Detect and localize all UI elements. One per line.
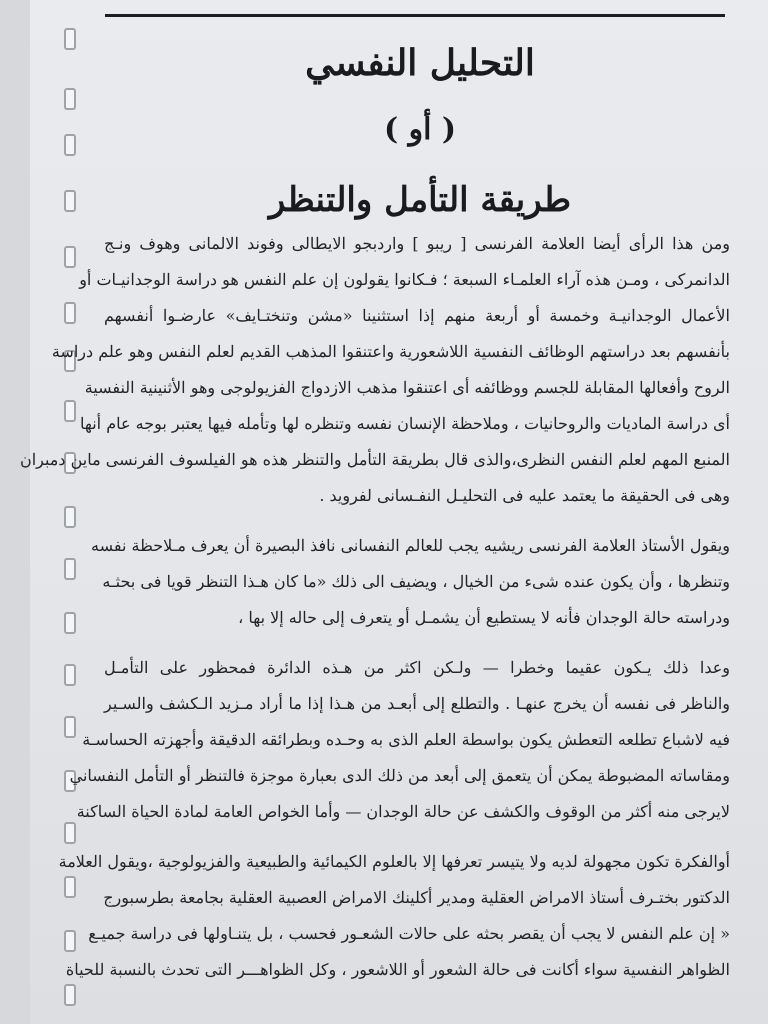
paragraph-4 xyxy=(58,844,730,988)
binding-hole xyxy=(64,716,76,738)
body-text xyxy=(19,226,731,988)
text-line: الروح وأفعالها المقابلة للجسم ووظائفه أى اعتنقوا مذهب الازدواج الفزيولوجى وهو الأثنينية النفسية xyxy=(84,378,730,397)
text-line: الدانمركى ، ومـن هذه آراء العلمـاء السبعة ؛ فـكانوا يقولون إن علم النفس هو دراسة الوجدانيـات أو xyxy=(79,270,730,289)
text-line: لايرجى منه أكثر من الوقوف والكشف عن حالة الوجدان — وأما الخواص العامة لمادة الحياة الساكنة xyxy=(76,802,730,821)
text-line: أوالفكرة تكون مجهولة لديه ولا يتيسر تعرفها إلا بالعلوم الكيمائية والطبيعية والفزيولوجية ،ويقول العلامة xyxy=(58,852,730,871)
text-line: الأعمال الوجدانيـة وخمسة أو أربعة منهم إذا استثنينا «مشن وتنختـايف» عارضـوا أنفسهم xyxy=(104,306,731,325)
binding-hole xyxy=(64,190,76,212)
binding-hole xyxy=(64,612,76,634)
text-line: الظواهر النفسية سواء أكانت فى حالة الشعور أو اللاشعور ، وكل الظواهـــر التى تحدث بالنسبة للحياة xyxy=(65,960,730,979)
text-line: ودراسته حالة الوجدان فأنه لا يستطيع أن يشمـل أو يتعرف إلى حاله إلا بها ، xyxy=(238,608,730,627)
text-line: ويقول الأستاذ العلامة الفرنسى ريشيه يجب للعالم النفسانى نافذ البصيرة أن يعرف مـلاحظة نفسه xyxy=(91,536,730,555)
text-line: فيه لاشباع تطلعه التعطش يكون بواسطة العلم الذى به وحـده وبطرائقه الدقيقة وأجهزته الحساسـة xyxy=(82,730,730,749)
text-line: بأنفسهم بعد دراستهم الوظائف النفسية اللاشعورية واعتنقوا المذهب القديم لعلم النفس وهو علم دراسة xyxy=(51,342,730,361)
text-line: والناظر فى نفسه أن يخرج عنهـا . والتطلع إلى أبعـد من هـذا إذا ما أراد مـزيد الـكشف والسـير xyxy=(104,694,730,713)
text-line: وهى فى الحقيقة ما يعتمد عليه فى التحليـل النفـسانى لفرويد . xyxy=(319,486,730,505)
paragraph-3 xyxy=(69,650,730,830)
binding-hole xyxy=(64,28,76,50)
section-heading: طريقة التأمل والتنظر xyxy=(268,180,572,220)
binding-hole xyxy=(64,400,76,422)
text-line: الدكتور بختـرف أستاذ الامراض العقلية ومدير أكلينك الامراض العصبية العقلية بجامعة بطرسبورج xyxy=(103,888,730,907)
binding-hole xyxy=(64,664,76,686)
binding-hole xyxy=(64,246,76,268)
text-line: « إن علم النفس لا يجب أن يقصر بحثه على حالات الشعـور فحسب ، بل يتنـاولها فى دراسة جميـع xyxy=(88,924,730,943)
page-title: التحليل النفسي xyxy=(305,42,535,84)
binding-hole xyxy=(64,930,76,952)
paragraph-1 xyxy=(19,226,731,514)
text-line: وعدا ذلك يـكون عقيما وخطرا — ولـكن اكثر من هـذه الدائرة فمحظور على التأمـل xyxy=(104,658,730,677)
binding-hole xyxy=(64,506,76,528)
text-line: ومقاساته المضبوطة يمكن أن يتعمق إلى أبعد من ذلك الدى بعبارة موجزة فالتنظر أو التأمل النفساني xyxy=(69,766,730,785)
text-line: ومن هذا الرأى أيضا العلامة الفرنسى [ ريبو ] واردبجو الايطالى وفوند الالمانى وهوف ونـج xyxy=(104,234,730,253)
text-line: وتنظرها ، وأن يكون عنده شىء من الخيال ، ويضيف الى ذلك «ما كان هـذا التنظر قويا فى بحثـه xyxy=(102,572,730,591)
binding-hole xyxy=(64,134,76,156)
binding-hole xyxy=(64,302,76,324)
binding-hole xyxy=(64,88,76,110)
paragraph-2 xyxy=(91,528,730,636)
text-line: أى دراسة الماديات والروحانيات ، وملاحظة الإنسان نفسه وتنظره لها وتأمله فيها يعتبر بوجه عام أنها xyxy=(79,414,730,433)
binding-hole xyxy=(64,822,76,844)
text-line: المنبع المهم لعلم النفس النظرى،والذى قال بطريقة التأمل والتنظر هذه هو الفيلسوف الفرنسى ماين دمبران xyxy=(19,450,730,469)
page-subtitle: ( أو ) xyxy=(383,112,457,147)
book-page xyxy=(19,0,768,1024)
top-rule xyxy=(105,14,725,17)
binding-hole xyxy=(64,558,76,580)
